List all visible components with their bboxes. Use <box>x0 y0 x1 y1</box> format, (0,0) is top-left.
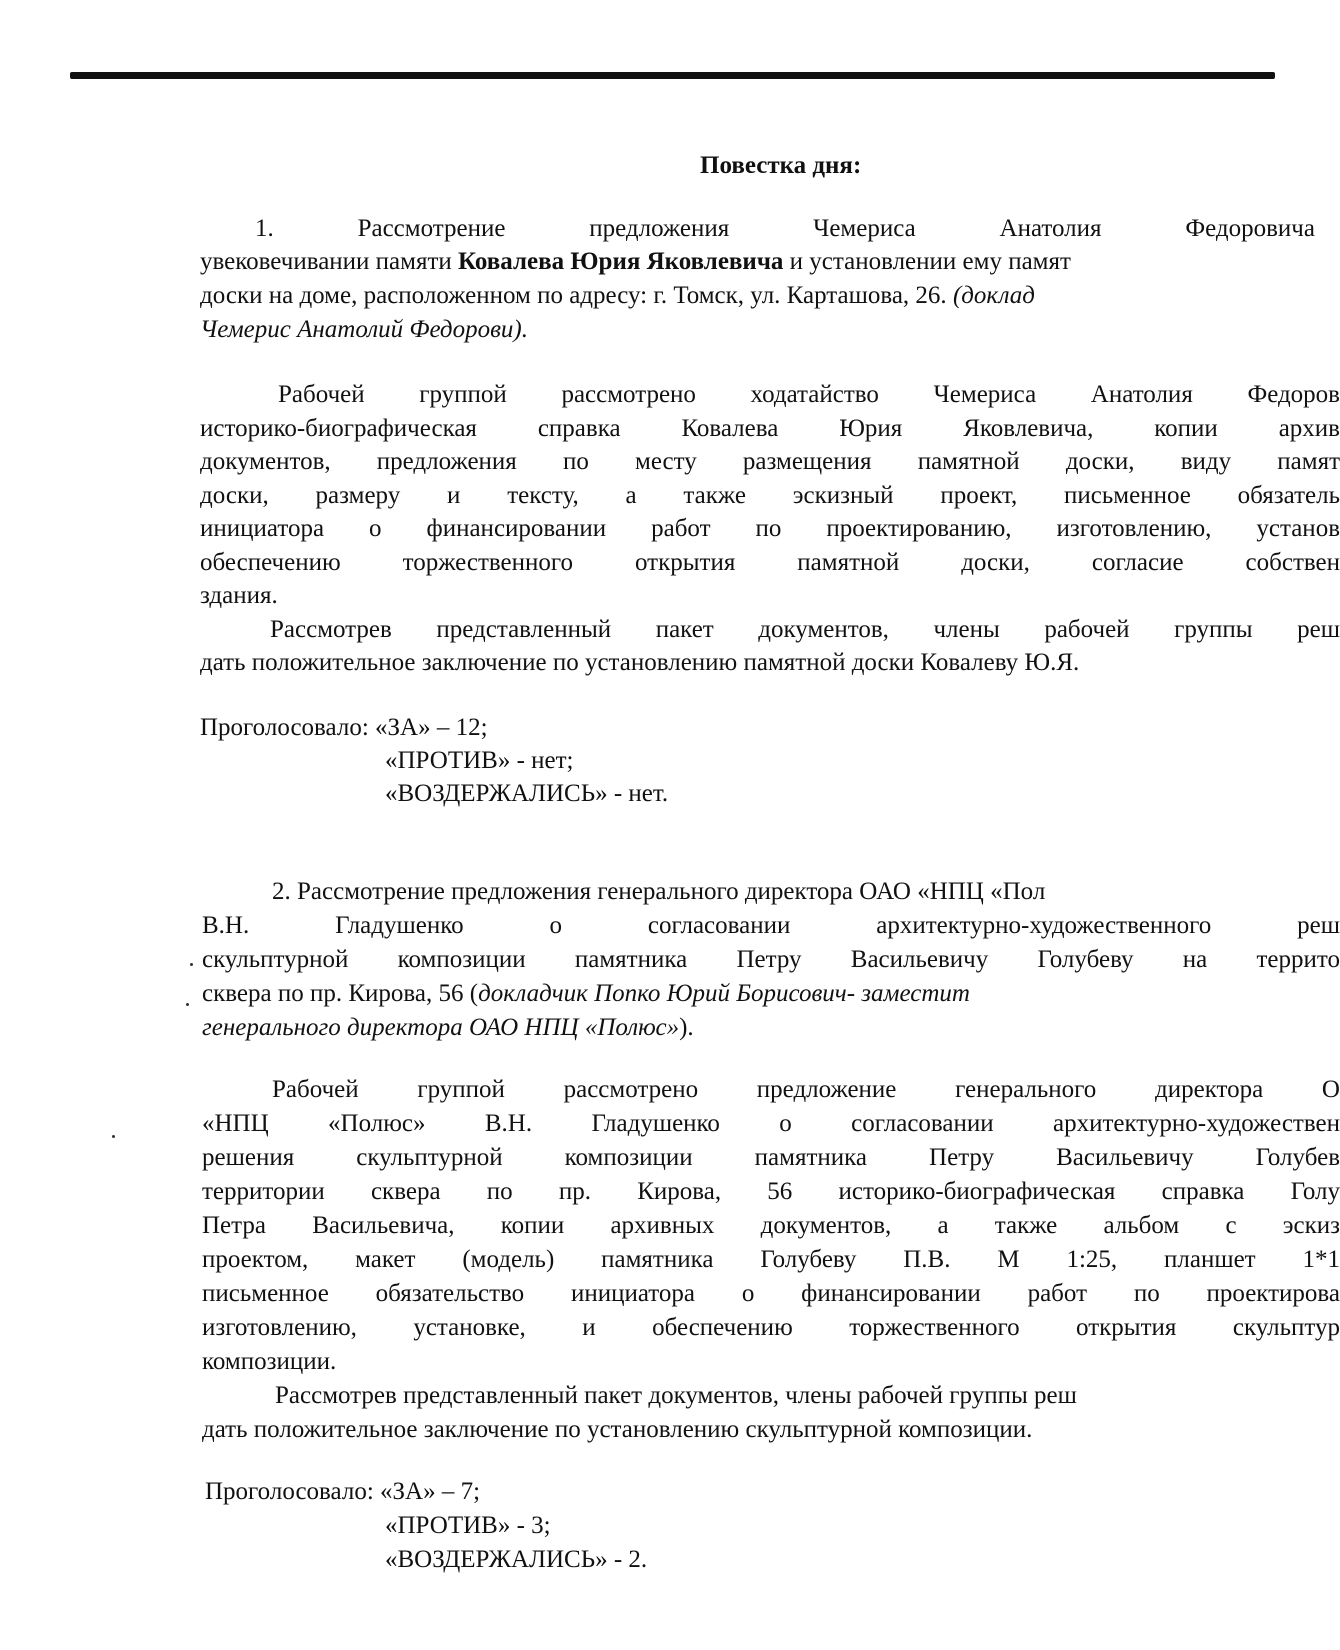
vote1-against: «ПРОТИВ» - нет; <box>385 747 574 774</box>
scan-speck <box>190 963 193 966</box>
item2-review-line: решения скульптурной композиции памятника Петру Васильевичу Голубев <box>202 1144 1340 1171</box>
item2-review-line: изготовлению, установке, и обеспечению торжественного открытия скульптур <box>202 1314 1340 1341</box>
item2-review-line: Рабочей группой рассмотрено предложение генерального директора О <box>272 1076 1340 1103</box>
item2-review-line: проектом, макет (модель) памятника Голубеву П.В. М 1:25, планшет 1*1 <box>202 1246 1340 1273</box>
vote2-against: «ПРОТИВ» - 3; <box>385 1512 551 1539</box>
item2-review-line: композиции. <box>202 1348 337 1375</box>
agenda-title: Повестка дня: <box>700 152 862 179</box>
header-rule <box>70 72 1275 79</box>
item1-review-line: дать положительное заключение по установлению памятной доски Ковалеву Ю.Я. <box>200 649 1080 676</box>
item2-review-line: письменное обязательство инициатора о финансировании работ по проектирова <box>202 1280 1340 1307</box>
item1-review-line: здания. <box>200 582 278 609</box>
item1-line3: доски на доме, расположенном по адресу: г. Томск, ул. Карташова, 26. (доклад <box>200 282 1035 309</box>
item2-line: В.Н. Гладушенко о согласовании архитектурно-художественного реш <box>202 912 1340 939</box>
item1-line4: Чемерис Анатолий Федорови). <box>200 316 529 343</box>
item1-review-line: Рассмотрев представленный пакет документов, члены рабочей группы реш <box>270 615 1340 643</box>
scan-speck <box>186 1003 189 1006</box>
vote2-abstained: «ВОЗДЕРЖАЛИСЬ» - 2. <box>385 1546 648 1573</box>
item1-line1: 1. Рассмотрение предложения Чемериса Анатолия Федоровича <box>255 212 1315 246</box>
item1-review-line: историко-биографическая справка Ковалева Юрия Яковлевича, копии архив <box>200 414 1340 442</box>
item2-review-line: Петра Васильевича, копии архивных документов, а также альбом с эскиз <box>202 1212 1340 1239</box>
item2-review-line: «НПЦ «Полюс» В.Н. Гладушенко о согласовании архитектурно-художествен <box>202 1110 1340 1137</box>
item1-review-line: Рабочей группой рассмотрено ходатайство Чемериса Анатолия Федоров <box>278 381 1340 408</box>
item1-line2: увековечивании памяти Ковалева Юрия Яковлевича и установлении ему памят <box>200 248 1071 275</box>
vote1-abstained: «ВОЗДЕРЖАЛИСЬ» - нет. <box>385 780 669 807</box>
item1-review-line: инициатора о финансировании работ по проектированию, изготовлению, установ <box>200 515 1340 542</box>
item2-line4: сквера по пр. Кирова, 56 (докладчик Попко Юрий Борисович- заместит <box>202 980 970 1007</box>
scan-speck <box>112 1135 115 1138</box>
item1-number: 1. <box>255 215 274 242</box>
item2-review-line: территории сквера по пр. Кирова, 56 историко-биографическая справка Голу <box>202 1178 1340 1205</box>
vote1-for: Проголосовало: «ЗА» – 12; <box>200 714 488 741</box>
item2-review-line: Рассмотрев представленный пакет документов, члены рабочей группы реш <box>275 1382 1077 1409</box>
item1-review-line: обеспечению торжественного открытия памятной доски, согласие собствен <box>200 548 1340 576</box>
item1-review-line: доски, размеру и тексту, а также эскизный проект, письменное обязатель <box>200 481 1340 509</box>
item2-line: скульптурной композиции памятника Петру Васильевичу Голубеву на террито <box>202 946 1340 973</box>
item1-review-line: документов, предложения по месту размещения памятной доски, виду памят <box>200 448 1340 475</box>
item2-review-line: дать положительное заключение по установлению скульптурной композиции. <box>202 1416 1033 1443</box>
vote2-for: Проголосовало: «ЗА» – 7; <box>205 1478 481 1505</box>
item2-line5: генерального директора ОАО НПЦ «Полюс»). <box>202 1014 694 1041</box>
honoree-name: Ковалева Юрия Яковлевича <box>458 248 784 275</box>
item2-line: 2. Рассмотрение предложения генерального директора ОАО «НПЦ «Пол <box>272 878 1046 905</box>
